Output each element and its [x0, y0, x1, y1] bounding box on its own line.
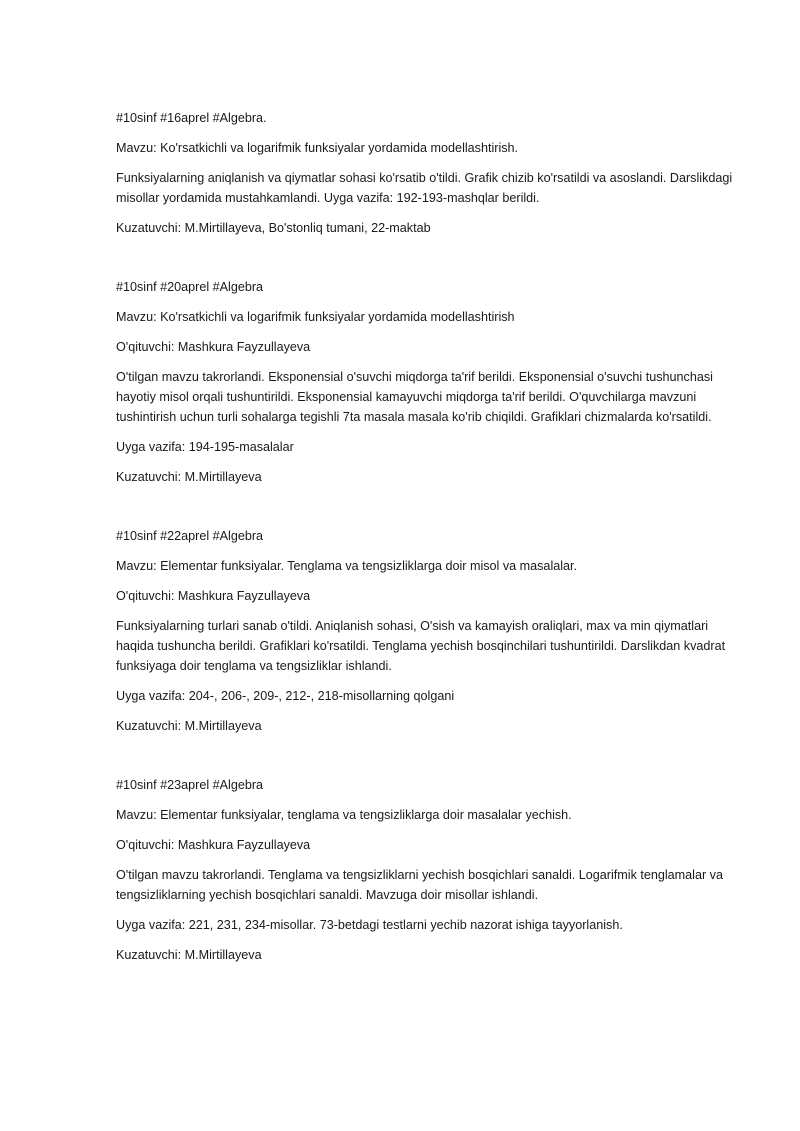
lesson-heading: #10sinf #20aprel #Algebra: [116, 280, 264, 294]
lesson-description: O'tilgan mavzu takrorlandi. Eksponensial o'suvchi miqdorga ta'rif berildi. Eksponensial o'suvchi tushunchasi hayotiy misol orqali tushuntirildi. Eksponensial kamayuvchi miqdorga ta'rif berildi. O'quvchilarga mavzuni tushintirish uchun turli sohalarga tegishli 7ta masala masala ko'rib chiqildi. Grafiklari chizmalarda ko'rsatildi.: [116, 370, 713, 424]
lesson-teacher: O'qituvchi: Mashkura Fayzullayeva: [116, 838, 311, 852]
lesson-heading: #10sinf #16aprel #Algebra.: [116, 111, 267, 125]
lesson-section-22-april: [116, 526, 736, 736]
lesson-heading: #10sinf #23aprel #Algebra: [116, 778, 264, 792]
lesson-observer: Kuzatuvchi: M.Mirtillayeva, Bo'stonliq tumani, 22-maktab: [116, 221, 431, 235]
lesson-topic: Mavzu: Ko'rsatkichli va logarifmik funksiyalar yordamida modellashtirish.: [116, 141, 519, 155]
lesson-teacher: O'qituvchi: Mashkura Fayzullayeva: [116, 340, 311, 354]
lesson-homework: Uyga vazifa: 221, 231, 234-misollar. 73-betdagi testlarni yechib nazorat ishiga tayyorlanish.: [116, 918, 623, 932]
lesson-description: Funksiyalarning turlari sanab o'tildi. Aniqlanish sohasi, O'sish va kamayish oraliqlari, max va min qiymatlari haqida tushuncha berildi. Grafiklari ko'rsatildi. Tenglama yechish bosqinchilari tushuntirildi. Darslikdan kvadrat funksiyaga doir tenglama va tengsizliklar ishlandi.: [116, 619, 726, 673]
lesson-topic: Mavzu: Elementar funksiyalar. Tenglama va tengsizliklarga doir misol va masalalar.: [116, 559, 578, 573]
lesson-section-16-april: [116, 108, 736, 238]
lesson-observer: Kuzatuvchi: M.Mirtillayeva: [116, 948, 262, 962]
lesson-observer: Kuzatuvchi: M.Mirtillayeva: [116, 719, 262, 733]
lesson-teacher: O'qituvchi: Mashkura Fayzullayeva: [116, 589, 311, 603]
lesson-section-23-april: [116, 775, 736, 965]
lesson-section-20-april: [116, 277, 736, 487]
lesson-observer: Kuzatuvchi: M.Mirtillayeva: [116, 470, 262, 484]
lesson-heading: #10sinf #22aprel #Algebra: [116, 529, 264, 543]
lesson-topic: Mavzu: Elementar funksiyalar, tenglama va tengsizliklarga doir masalalar yechish.: [116, 808, 572, 822]
document-page: [116, 108, 736, 975]
lesson-homework: Uyga vazifa: 204-, 206-, 209-, 212-, 218-misollarning qolgani: [116, 689, 455, 703]
lesson-homework: Uyga vazifa: 194-195-masalalar: [116, 440, 294, 454]
lesson-description: Funksiyalarning aniqlanish va qiymatlar sohasi ko'rsatib o'tildi. Grafik chizib ko'rsatildi va asoslandi. Darslikdagi misollar yordamida mustahkamlandi. Uyga vazifa: 192-193-mashqlar berildi.: [116, 171, 733, 205]
lesson-topic: Mavzu: Ko'rsatkichli va logarifmik funksiyalar yordamida modellashtirish: [116, 310, 515, 324]
lesson-description: O'tilgan mavzu takrorlandi. Tenglama va tengsizliklarni yechish bosqichlari sanaldi. Logarifmik tenglamalar va tengsizliklarning yechish bosqichlari sanaldi. Mavzuga doir misollar ishlandi.: [116, 868, 723, 902]
